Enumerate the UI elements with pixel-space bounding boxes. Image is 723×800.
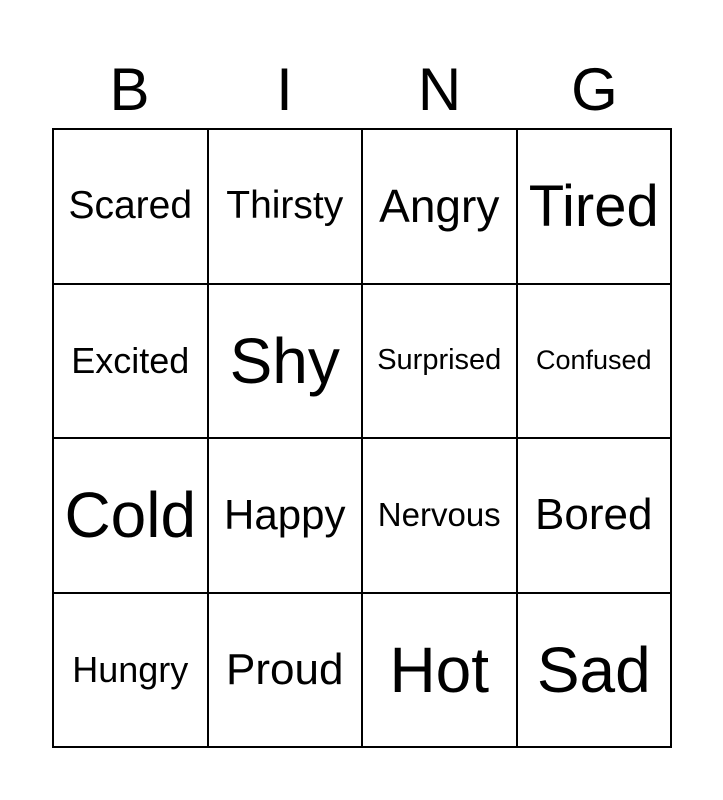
bingo-header bbox=[52, 52, 672, 128]
bingo-cell[interactable]: Cold bbox=[53, 438, 208, 593]
bingo-cell[interactable]: Sad bbox=[517, 593, 672, 748]
header-letter-n: N bbox=[417, 56, 462, 123]
bingo-cell[interactable]: Happy bbox=[208, 438, 363, 593]
bingo-cell[interactable]: Excited bbox=[53, 284, 208, 439]
bingo-cell[interactable]: Tired bbox=[517, 129, 672, 284]
header-letter-b: B bbox=[109, 56, 150, 123]
bingo-board bbox=[52, 128, 672, 748]
bingo-cell[interactable]: Angry bbox=[362, 129, 517, 284]
header-letter-i: I bbox=[276, 56, 293, 123]
bingo-cell[interactable]: Surprised bbox=[362, 284, 517, 439]
bingo-cell[interactable]: Scared bbox=[53, 129, 208, 284]
bingo-cell[interactable]: Confused bbox=[517, 284, 672, 439]
bingo-cell[interactable]: Hot bbox=[362, 593, 517, 748]
bingo-cell[interactable]: Bored bbox=[517, 438, 672, 593]
bingo-cell[interactable]: Hungry bbox=[53, 593, 208, 748]
bingo-cell[interactable]: Proud bbox=[208, 593, 363, 748]
bingo-cell[interactable]: Thirsty bbox=[208, 129, 363, 284]
header-letter-g: G bbox=[571, 56, 618, 123]
bingo-cell[interactable]: Nervous bbox=[362, 438, 517, 593]
bingo-cell[interactable]: Shy bbox=[208, 284, 363, 439]
